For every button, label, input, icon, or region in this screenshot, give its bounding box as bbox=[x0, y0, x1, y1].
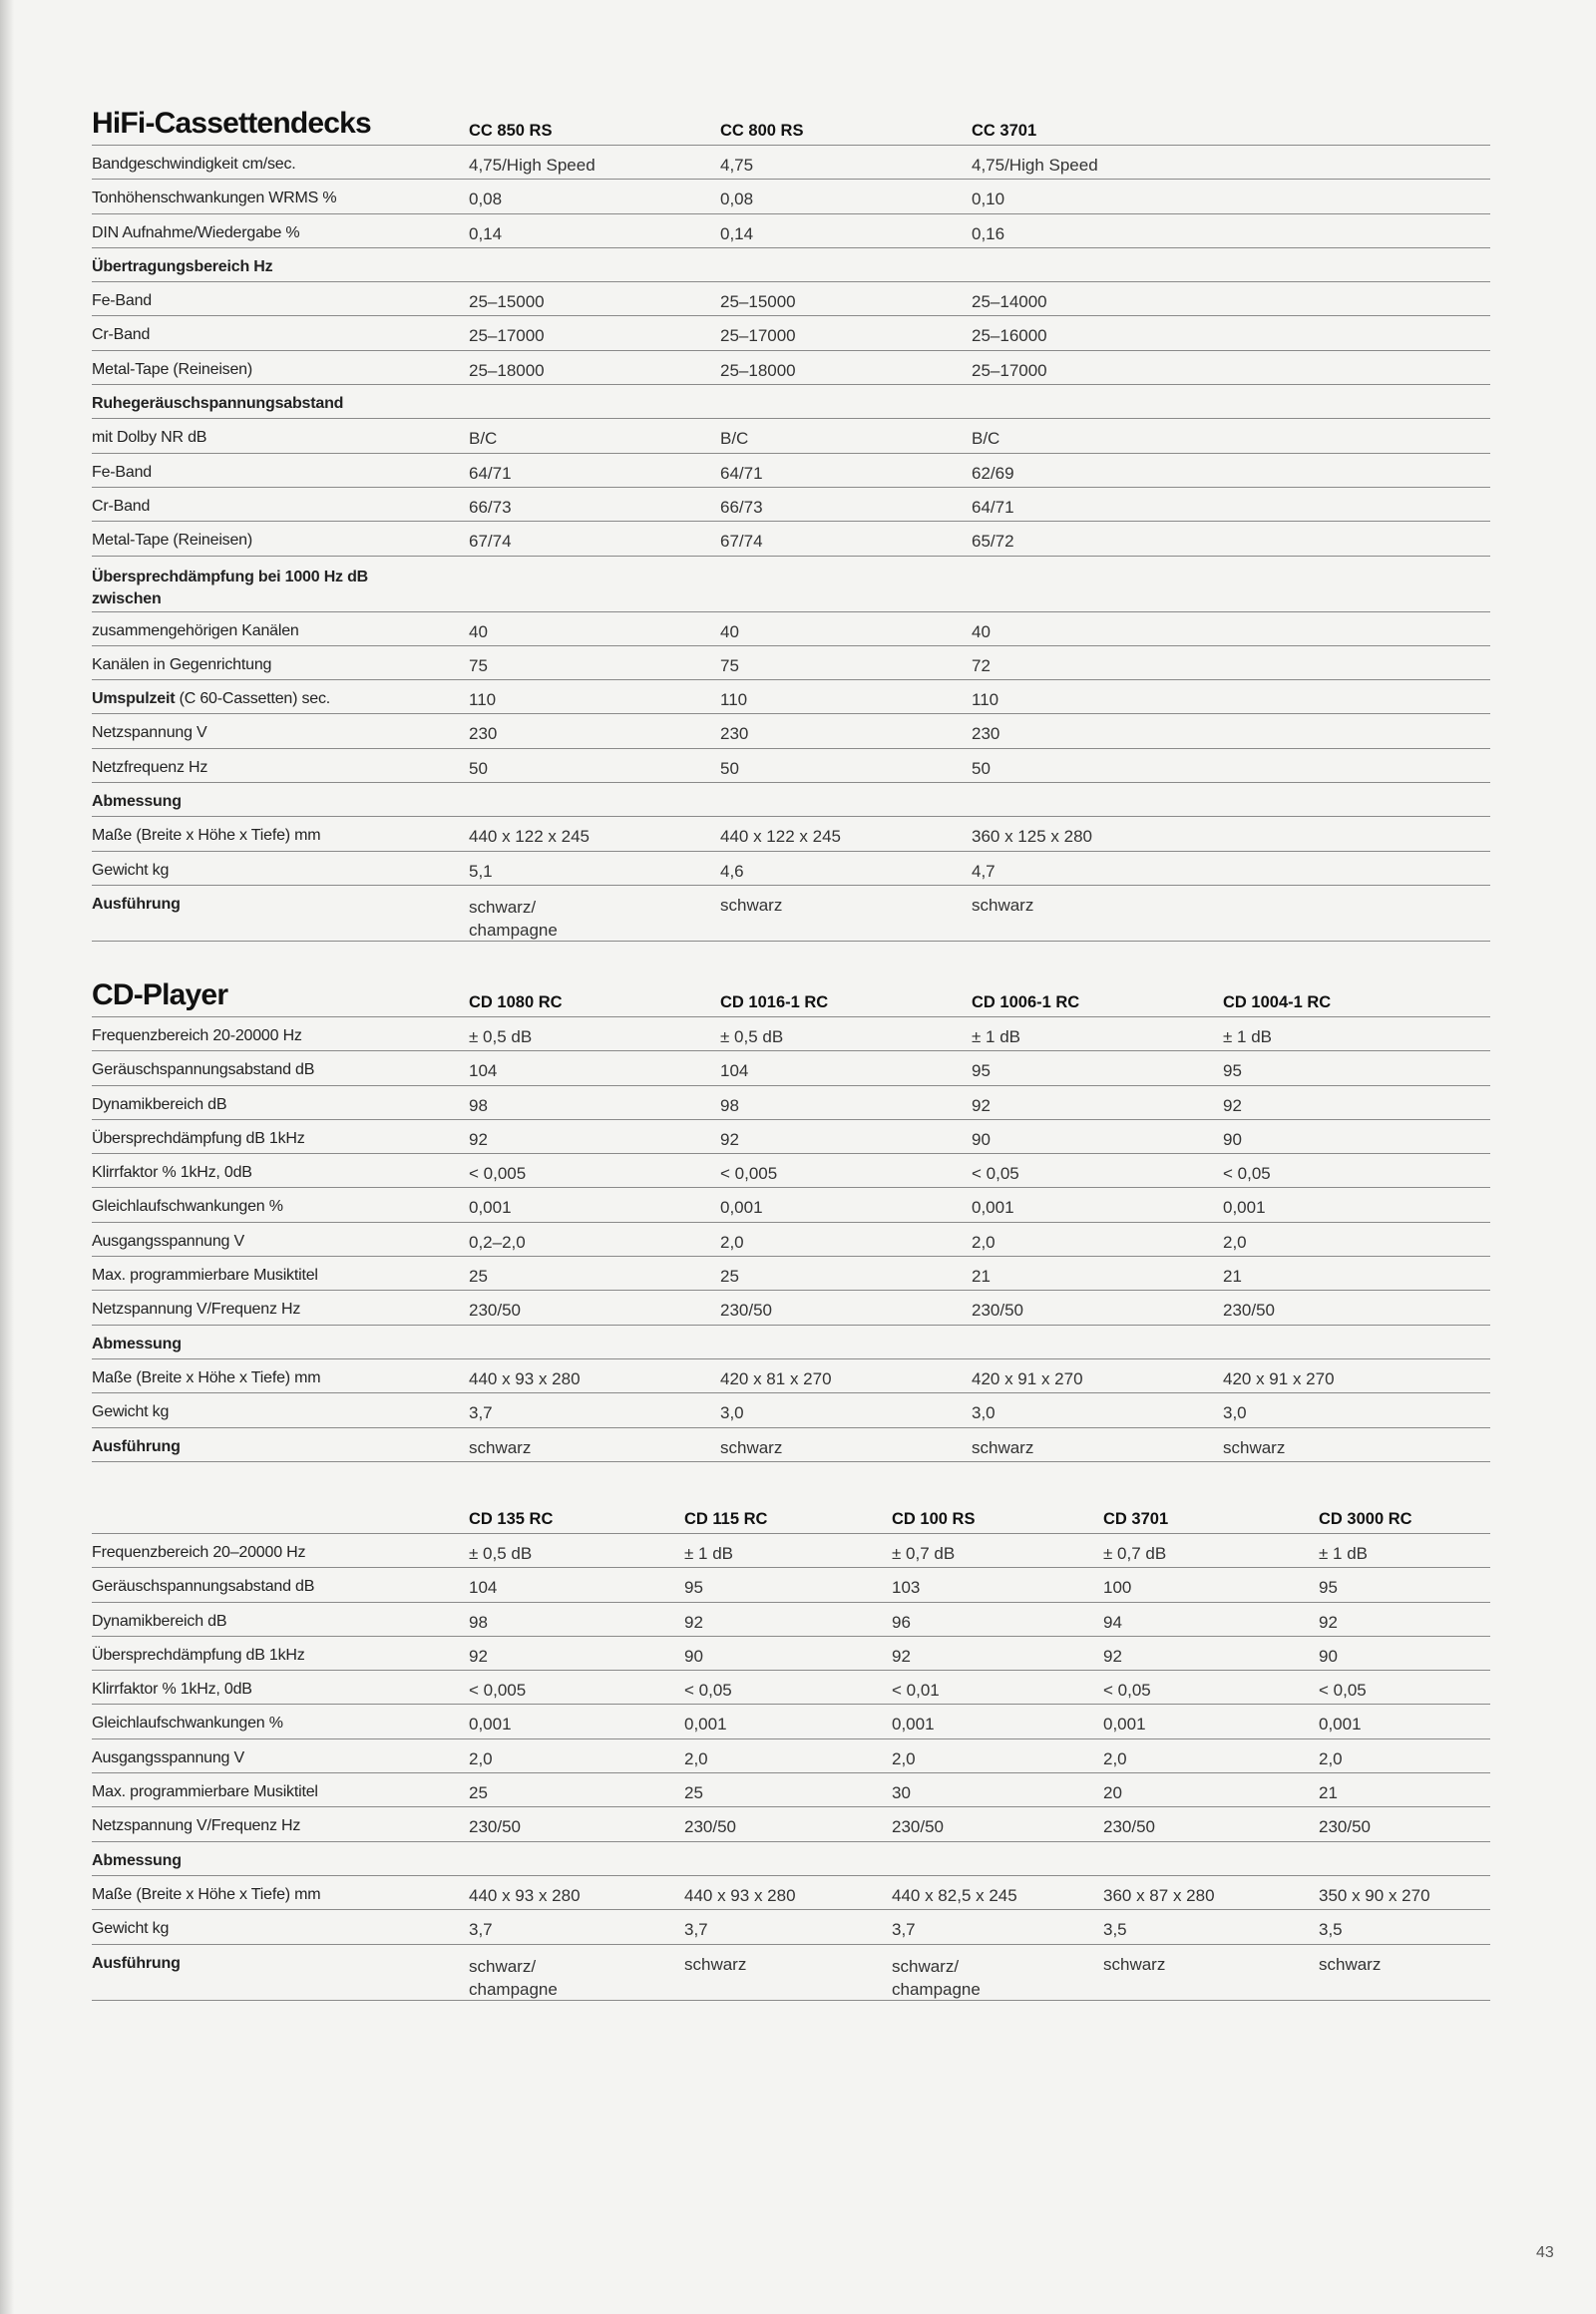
spec-value: 440 x 82,5 x 245 bbox=[892, 1885, 1017, 1905]
spec-label: Dynamikbereich dB bbox=[92, 1612, 227, 1630]
spec-value: ± 1 dB bbox=[972, 1027, 1021, 1046]
spec-value: 92 bbox=[720, 1129, 739, 1149]
spec-value: 440 x 93 x 280 bbox=[469, 1885, 581, 1905]
spec-value: < 0,01 bbox=[892, 1681, 940, 1701]
spec-value: 440 x 122 x 245 bbox=[720, 827, 841, 847]
spec-value: 25 bbox=[720, 1267, 739, 1287]
spec-label: Ausgangsspannung V bbox=[92, 1748, 244, 1766]
spec-value: B/C bbox=[720, 429, 749, 449]
spec-label: Ausführung bbox=[92, 895, 181, 913]
spec-value: 2,0 bbox=[892, 1748, 916, 1768]
spec-row bbox=[92, 1807, 1490, 1841]
spec-value: 0,08 bbox=[720, 190, 754, 209]
spec-row bbox=[92, 783, 1490, 817]
spec-value: < 0,005 bbox=[469, 1164, 527, 1184]
spec-value: 0,14 bbox=[720, 223, 754, 243]
spec-value: 92 bbox=[892, 1646, 911, 1666]
model-column-header: CC 3701 bbox=[972, 122, 1037, 140]
spec-row bbox=[92, 1017, 1490, 1051]
spec-label: Abmessung bbox=[92, 1335, 182, 1352]
spec-value: 0,2–2,0 bbox=[469, 1232, 526, 1252]
spec-value: 230/50 bbox=[720, 1301, 772, 1321]
table-header-row bbox=[92, 1476, 1490, 1534]
spec-label: Übersprechdämpfung dB 1kHz bbox=[92, 1129, 305, 1147]
spec-row bbox=[92, 146, 1490, 180]
spec-row bbox=[92, 1291, 1490, 1325]
spec-label: Geräuschspannungsabstand dB bbox=[92, 1578, 315, 1596]
spec-value: 0,001 bbox=[684, 1715, 727, 1735]
spec-value: 21 bbox=[972, 1267, 991, 1287]
spec-label: Klirrfaktor % 1kHz, 0dB bbox=[92, 1681, 252, 1699]
spec-value: 0,001 bbox=[1103, 1715, 1146, 1735]
spec-value: 104 bbox=[720, 1061, 749, 1081]
spec-label: zusammengehörigen Kanälen bbox=[92, 621, 299, 639]
spec-row bbox=[92, 1671, 1490, 1705]
spec-value: 25–14000 bbox=[972, 292, 1047, 312]
spec-value: 3,7 bbox=[469, 1920, 493, 1940]
spec-value: 25 bbox=[469, 1267, 488, 1287]
spec-row bbox=[92, 1051, 1490, 1085]
spec-row bbox=[92, 1603, 1490, 1637]
spec-row bbox=[92, 522, 1490, 556]
spec-value: 96 bbox=[892, 1612, 911, 1632]
spec-label: mit Dolby NR dB bbox=[92, 429, 207, 447]
spec-label: Metal-Tape (Reineisen) bbox=[92, 532, 253, 550]
spec-value: 104 bbox=[469, 1578, 498, 1598]
spec-value: ± 0,7 dB bbox=[1103, 1544, 1167, 1563]
model-column-header: CD 3701 bbox=[1103, 1510, 1169, 1528]
spec-row bbox=[92, 1842, 1490, 1876]
spec-label: Ausführung bbox=[92, 1437, 181, 1455]
spec-value: 110 bbox=[720, 690, 748, 710]
spec-row bbox=[92, 1393, 1490, 1427]
spec-value: 230/50 bbox=[1319, 1817, 1371, 1837]
spec-value: 64/71 bbox=[469, 463, 512, 483]
spec-value: 2,0 bbox=[1319, 1748, 1343, 1768]
spec-label: Abmessung bbox=[92, 793, 182, 811]
spec-value: 90 bbox=[1223, 1129, 1242, 1149]
spec-value: 440 x 93 x 280 bbox=[684, 1885, 796, 1905]
spec-label: Netzspannung V/Frequenz Hz bbox=[92, 1301, 301, 1319]
spec-value: < 0,05 bbox=[972, 1164, 1019, 1184]
spec-row bbox=[92, 886, 1490, 942]
spec-value: 75 bbox=[469, 655, 488, 675]
spec-value: ± 0,5 dB bbox=[469, 1544, 533, 1563]
spec-label-bold-part: Umspulzeit bbox=[92, 690, 176, 708]
spec-value: B/C bbox=[469, 429, 498, 449]
spec-value: 30 bbox=[892, 1783, 911, 1803]
spec-row bbox=[92, 852, 1490, 886]
section-title: HiFi-Cassettendecks bbox=[92, 107, 371, 140]
spec-value: ± 0,5 dB bbox=[469, 1027, 533, 1046]
spec-label: Fe-Band bbox=[92, 292, 152, 310]
spec-value: 440 x 122 x 245 bbox=[469, 827, 590, 847]
spec-value: 3,7 bbox=[892, 1920, 916, 1940]
spec-value: 0,10 bbox=[972, 190, 1005, 209]
spec-value: 4,75/High Speed bbox=[972, 156, 1098, 175]
spec-label: Abmessung bbox=[92, 1851, 182, 1869]
spec-value: 64/71 bbox=[720, 463, 763, 483]
model-column-header: CD 135 RC bbox=[469, 1510, 554, 1528]
spec-value: 3,7 bbox=[684, 1920, 708, 1940]
spec-value: 25–15000 bbox=[469, 292, 545, 312]
spec-row bbox=[92, 680, 1490, 714]
model-column-header: CC 800 RS bbox=[720, 122, 804, 140]
spec-label: Übertragungsbereich Hz bbox=[92, 257, 273, 275]
spec-value: 40 bbox=[720, 621, 739, 641]
spec-row bbox=[92, 488, 1490, 522]
spec-value: 25–17000 bbox=[469, 326, 545, 346]
spec-label: Gewicht kg bbox=[92, 861, 170, 879]
spec-value: < 0,05 bbox=[1103, 1681, 1151, 1701]
spec-value: 25–17000 bbox=[720, 326, 796, 346]
spec-value: < 0,005 bbox=[720, 1164, 778, 1184]
spec-value: 90 bbox=[1319, 1646, 1338, 1666]
spec-label: Frequenzbereich 20-20000 Hz bbox=[92, 1027, 302, 1044]
spec-value: 420 x 91 x 270 bbox=[972, 1368, 1083, 1388]
spec-value: 0,001 bbox=[1223, 1198, 1266, 1218]
spec-value: 95 bbox=[972, 1061, 991, 1081]
spec-value: 100 bbox=[1103, 1578, 1132, 1598]
spec-value: 92 bbox=[972, 1095, 991, 1115]
spec-label: Netzspannung V/Frequenz Hz bbox=[92, 1817, 301, 1835]
spec-row bbox=[92, 1086, 1490, 1120]
spec-value-text: schwarz/ champagne bbox=[469, 897, 558, 940]
spec-value: 4,75/High Speed bbox=[469, 156, 596, 175]
spec-label: Geräuschspannungsabstand dB bbox=[92, 1061, 315, 1079]
spec-value: 2,0 bbox=[972, 1232, 996, 1252]
spec-value: 98 bbox=[469, 1095, 488, 1115]
spec-row bbox=[92, 1120, 1490, 1154]
spec-value: 92 bbox=[469, 1646, 488, 1666]
spec-value: 0,001 bbox=[1319, 1715, 1362, 1735]
spec-value: schwarz bbox=[972, 1437, 1034, 1457]
spec-label: Übersprechdämpfung bei 1000 Hz dB zwischen bbox=[92, 568, 369, 607]
spec-value: 21 bbox=[1319, 1783, 1338, 1803]
spec-row bbox=[92, 454, 1490, 488]
spec-value: 67/74 bbox=[469, 532, 512, 552]
spec-value: schwarz bbox=[972, 895, 1034, 915]
spec-value: 92 bbox=[469, 1129, 488, 1149]
spec-value: 350 x 90 x 270 bbox=[1319, 1885, 1430, 1905]
spec-row bbox=[92, 1637, 1490, 1671]
spec-value: 230/50 bbox=[1103, 1817, 1155, 1837]
spec-row bbox=[92, 612, 1490, 646]
spec-value: 67/74 bbox=[720, 532, 763, 552]
spec-value: ± 1 dB bbox=[1223, 1027, 1273, 1046]
spec-value: 50 bbox=[972, 758, 991, 778]
spec-value: < 0,05 bbox=[684, 1681, 732, 1701]
spec-label: Cr-Band bbox=[92, 497, 151, 515]
spec-value: 230/50 bbox=[972, 1301, 1023, 1321]
model-column-header: CD 1016-1 RC bbox=[720, 993, 829, 1011]
spec-row bbox=[92, 1568, 1490, 1602]
spec-value: 40 bbox=[469, 621, 488, 641]
model-column-header: CC 850 RS bbox=[469, 122, 553, 140]
spec-value: schwarz bbox=[469, 1437, 532, 1457]
spec-row bbox=[92, 1910, 1490, 1944]
spec-label: Ausführung bbox=[92, 1954, 181, 1972]
spec-value: 90 bbox=[972, 1129, 991, 1149]
spec-value: 2,0 bbox=[469, 1748, 493, 1768]
spec-value: 230/50 bbox=[684, 1817, 736, 1837]
spec-label: Cr-Band bbox=[92, 326, 151, 344]
section-title: CD-Player bbox=[92, 978, 228, 1011]
spec-label bbox=[92, 690, 469, 708]
spec-value: 4,75 bbox=[720, 156, 754, 175]
spec-label: DIN Aufnahme/Wiedergabe % bbox=[92, 223, 300, 241]
spec-row bbox=[92, 214, 1490, 248]
spec-row bbox=[92, 1223, 1490, 1257]
spec-value: 0,001 bbox=[720, 1198, 763, 1218]
spec-label: Metal-Tape (Reineisen) bbox=[92, 360, 253, 378]
spec-value: 230/50 bbox=[469, 1817, 521, 1837]
model-column-header: CD 1006-1 RC bbox=[972, 993, 1080, 1011]
spec-value: 62/69 bbox=[972, 463, 1014, 483]
spec-value: < 0,05 bbox=[1223, 1164, 1271, 1184]
spec-value: 25 bbox=[469, 1783, 488, 1803]
spec-value: 3,5 bbox=[1103, 1920, 1127, 1940]
model-column-header: CD 1004-1 RC bbox=[1223, 993, 1332, 1011]
spec-value: 25–18000 bbox=[469, 360, 545, 380]
spec-value: schwarz bbox=[720, 1437, 783, 1457]
spec-value: 0,001 bbox=[972, 1198, 1014, 1218]
spec-row bbox=[92, 817, 1490, 851]
spec-row bbox=[92, 1739, 1490, 1773]
spec-label: Tonhöhenschwankungen WRMS % bbox=[92, 190, 337, 207]
spec-value: 40 bbox=[972, 621, 991, 641]
spec-value: 230/50 bbox=[469, 1301, 521, 1321]
spec-value: 50 bbox=[720, 758, 739, 778]
spec-value: < 0,005 bbox=[469, 1681, 527, 1701]
spec-row bbox=[92, 1428, 1490, 1462]
spec-row bbox=[92, 248, 1490, 282]
spec-value: 25–18000 bbox=[720, 360, 796, 380]
cd-player-spec-table-1 bbox=[92, 960, 1490, 1462]
spec-value: ± 1 dB bbox=[684, 1544, 734, 1563]
spec-row bbox=[92, 1154, 1490, 1188]
spec-value: 94 bbox=[1103, 1612, 1122, 1632]
model-column-header: CD 100 RS bbox=[892, 1510, 976, 1528]
spec-label: Gewicht kg bbox=[92, 1403, 170, 1421]
spec-value: 110 bbox=[469, 690, 497, 710]
spec-label-rest: (C 60-Cassetten) sec. bbox=[175, 690, 331, 708]
spec-value: 360 x 125 x 280 bbox=[972, 827, 1092, 847]
spec-value: 95 bbox=[1223, 1061, 1242, 1081]
spec-row bbox=[92, 749, 1490, 783]
spec-value: 98 bbox=[469, 1612, 488, 1632]
spec-value: 230 bbox=[469, 724, 498, 744]
spec-value: 230 bbox=[720, 724, 749, 744]
spec-value: 66/73 bbox=[720, 497, 763, 517]
spec-value: 95 bbox=[684, 1578, 703, 1598]
spec-value: 25–15000 bbox=[720, 292, 796, 312]
spec-label: Maße (Breite x Höhe x Tiefe) mm bbox=[92, 1368, 321, 1386]
spec-value: 103 bbox=[892, 1578, 921, 1598]
spec-value: 0,08 bbox=[469, 190, 503, 209]
spec-value: 20 bbox=[1103, 1783, 1122, 1803]
spec-value: 0,16 bbox=[972, 223, 1005, 243]
spec-value: 98 bbox=[720, 1095, 739, 1115]
spec-row bbox=[92, 351, 1490, 385]
spec-row bbox=[92, 180, 1490, 213]
spec-value: 0,14 bbox=[469, 223, 503, 243]
spec-label: Bandgeschwindigkeit cm/sec. bbox=[92, 156, 296, 173]
spec-value: 104 bbox=[469, 1061, 498, 1081]
spec-label: Fe-Band bbox=[92, 463, 152, 481]
spec-value: 72 bbox=[972, 655, 991, 675]
spec-value: 4,7 bbox=[972, 861, 996, 881]
spec-value: 5,1 bbox=[469, 861, 493, 881]
spec-row bbox=[92, 646, 1490, 680]
spec-value: 21 bbox=[1223, 1267, 1242, 1287]
spec-label: Gleichlaufschwankungen % bbox=[92, 1715, 283, 1733]
spec-value: 420 x 81 x 270 bbox=[720, 1368, 832, 1388]
spec-value bbox=[469, 1955, 684, 2001]
spec-value bbox=[469, 896, 720, 942]
spec-value: 25–17000 bbox=[972, 360, 1047, 380]
spec-value: 65/72 bbox=[972, 532, 1014, 552]
spec-value: 25 bbox=[684, 1783, 703, 1803]
spec-value: 0,001 bbox=[469, 1198, 512, 1218]
model-column-header: CD 3000 RC bbox=[1319, 1510, 1412, 1528]
spec-value: B/C bbox=[972, 429, 1000, 449]
spec-value: 3,0 bbox=[720, 1403, 744, 1423]
spec-value: 2,0 bbox=[720, 1232, 744, 1252]
cassette-spec-table bbox=[92, 88, 1490, 942]
spec-row bbox=[92, 1326, 1490, 1359]
spec-value: 92 bbox=[1223, 1095, 1242, 1115]
spec-row bbox=[92, 1534, 1490, 1568]
spec-row bbox=[92, 419, 1490, 453]
spec-value: 75 bbox=[720, 655, 739, 675]
cd-player-spec-table-2 bbox=[92, 1476, 1490, 2001]
spec-value: 420 x 91 x 270 bbox=[1223, 1368, 1335, 1388]
spec-value: 25–16000 bbox=[972, 326, 1047, 346]
spec-value: 2,0 bbox=[1223, 1232, 1247, 1252]
spec-value: 3,0 bbox=[972, 1403, 996, 1423]
spec-value: 3,0 bbox=[1223, 1403, 1247, 1423]
spec-label: Klirrfaktor % 1kHz, 0dB bbox=[92, 1164, 252, 1182]
spec-value: 90 bbox=[684, 1646, 703, 1666]
page-number: 43 bbox=[1536, 2244, 1554, 2261]
spec-label: Maße (Breite x Höhe x Tiefe) mm bbox=[92, 827, 321, 845]
table-header-row bbox=[92, 88, 1490, 146]
spec-row bbox=[92, 1188, 1490, 1222]
spec-value: 64/71 bbox=[972, 497, 1014, 517]
spec-row bbox=[92, 714, 1490, 748]
table-header-row bbox=[92, 960, 1490, 1017]
spec-value: schwarz bbox=[1319, 1954, 1382, 1974]
spec-value: 0,001 bbox=[892, 1715, 935, 1735]
spec-value: 440 x 93 x 280 bbox=[469, 1368, 581, 1388]
spec-value: schwarz bbox=[1103, 1954, 1166, 1974]
spec-value: 0,001 bbox=[469, 1715, 512, 1735]
model-column-header: CD 115 RC bbox=[684, 1510, 768, 1528]
spec-row bbox=[92, 1705, 1490, 1738]
model-column-header: CD 1080 RC bbox=[469, 993, 563, 1011]
page-edge-shadow bbox=[0, 0, 14, 2314]
spec-row bbox=[92, 557, 1490, 612]
spec-label: Kanälen in Gegenrichtung bbox=[92, 655, 272, 673]
spec-value: < 0,05 bbox=[1319, 1681, 1367, 1701]
spec-label: Gleichlaufschwankungen % bbox=[92, 1198, 283, 1216]
spec-value: ± 0,5 dB bbox=[720, 1027, 784, 1046]
spec-value: 92 bbox=[1319, 1612, 1338, 1632]
spec-row bbox=[92, 1876, 1490, 1910]
spec-value: 92 bbox=[684, 1612, 703, 1632]
spec-value: schwarz bbox=[1223, 1437, 1286, 1457]
spec-row bbox=[92, 1359, 1490, 1393]
spec-row bbox=[92, 385, 1490, 419]
spec-label: Frequenzbereich 20–20000 Hz bbox=[92, 1544, 306, 1561]
spec-label: Max. programmierbare Musiktitel bbox=[92, 1267, 318, 1285]
spec-row bbox=[92, 1773, 1490, 1807]
spec-value-text: schwarz/ champagne bbox=[469, 1956, 558, 1999]
spec-value: 2,0 bbox=[1103, 1748, 1127, 1768]
spec-label: Max. programmierbare Musiktitel bbox=[92, 1783, 318, 1801]
spec-label: Netzfrequenz Hz bbox=[92, 758, 208, 776]
spec-value: 4,6 bbox=[720, 861, 744, 881]
spec-value bbox=[892, 1955, 1103, 2001]
spec-label: Übersprechdämpfung dB 1kHz bbox=[92, 1646, 305, 1664]
spec-label: Ruhegeräuschspannungsabstand bbox=[92, 395, 344, 413]
spec-value: 230/50 bbox=[1223, 1301, 1275, 1321]
spec-row bbox=[92, 1945, 1490, 2001]
spec-value: schwarz bbox=[720, 895, 783, 915]
spec-label: Maße (Breite x Höhe x Tiefe) mm bbox=[92, 1885, 321, 1903]
spec-value: 360 x 87 x 280 bbox=[1103, 1885, 1215, 1905]
spec-value: 92 bbox=[1103, 1646, 1122, 1666]
spec-value: 230 bbox=[972, 724, 1000, 744]
spec-value: 230/50 bbox=[892, 1817, 944, 1837]
spec-label: Netzspannung V bbox=[92, 724, 207, 742]
spec-value: 50 bbox=[469, 758, 488, 778]
spec-value: schwarz bbox=[684, 1954, 747, 1974]
spec-value: ± 1 dB bbox=[1319, 1544, 1369, 1563]
spec-label: Dynamikbereich dB bbox=[92, 1095, 227, 1113]
spec-label: Gewicht kg bbox=[92, 1920, 170, 1938]
spec-value: 3,7 bbox=[469, 1403, 493, 1423]
spec-value: 66/73 bbox=[469, 497, 512, 517]
spec-row bbox=[92, 282, 1490, 316]
spec-label: Ausgangsspannung V bbox=[92, 1232, 244, 1250]
spec-value: 3,5 bbox=[1319, 1920, 1343, 1940]
spec-value: 110 bbox=[972, 690, 999, 710]
spec-row bbox=[92, 316, 1490, 350]
spec-value: ± 0,7 dB bbox=[892, 1544, 956, 1563]
spec-value: 95 bbox=[1319, 1578, 1338, 1598]
spec-value: 2,0 bbox=[684, 1748, 708, 1768]
spec-value-text: schwarz/ champagne bbox=[892, 1956, 981, 1999]
spec-row bbox=[92, 1257, 1490, 1291]
